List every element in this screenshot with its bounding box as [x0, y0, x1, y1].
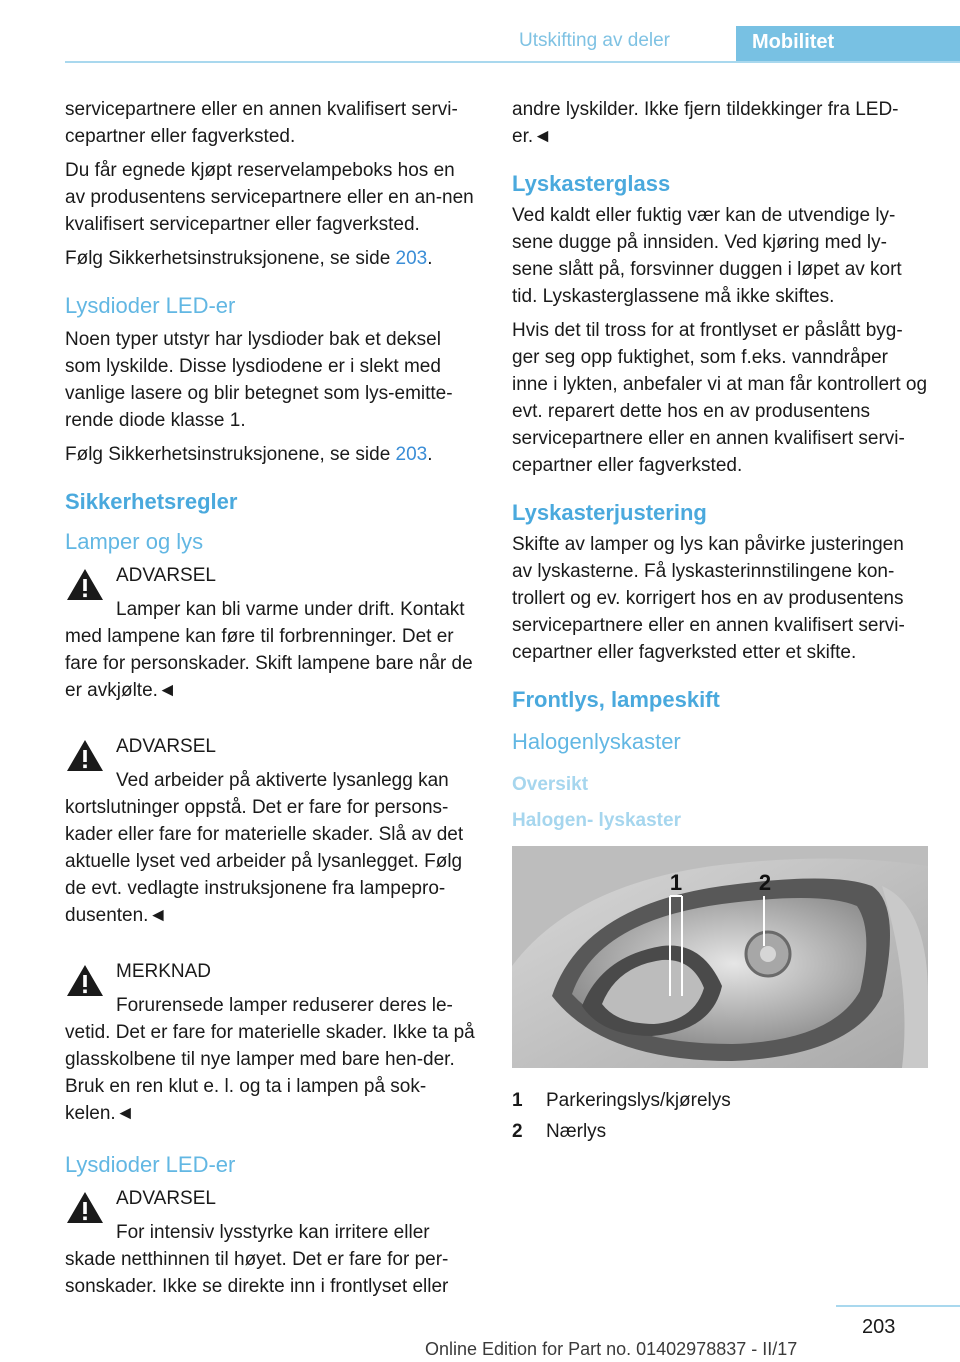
notice-block [65, 958, 479, 1127]
paragraph: Skifte av lamper og lys kan påvirke justeringen av lyskasterne. Få lyskasterinnstilingene kon-trollert og ev. korrigert hos en av produsentens servicepartnere eller en annen kvalifisert servi-cepartner eller fagverksted etter et skifte. [512, 534, 905, 663]
section-heading: Sikkerhetsregler [65, 489, 238, 514]
warning-title: ADVARSEL [116, 736, 216, 757]
paragraph-end: . [427, 444, 433, 465]
right-column [512, 96, 928, 1149]
paragraph-end: . [427, 248, 433, 269]
warning-block [65, 1185, 479, 1300]
warning-title: ADVARSEL [116, 565, 216, 586]
notice-title: MERKNAD [116, 961, 212, 982]
section-heading: Frontlys, lampeskift [512, 687, 720, 712]
header-section-title: Utskifting av deler [519, 30, 671, 51]
legend-number: 2 [512, 1121, 523, 1142]
paragraph [65, 441, 479, 468]
warning-text: Ved arbeider på aktiverte lysanlegg kan kortslutninger oppstå. Det er fare for persons-kader eller fare for materielle skader. Slå av det aktuelle lyset ved arbeider på lysanlegget. Følg de evt. vedlagte instruksjonene fra lampepro-dusenten.◄ [65, 770, 464, 926]
figure-caption: Halogen- lyskaster [512, 810, 681, 831]
paragraph: Ved kaldt eller fuktig vær kan de utvendige ly-sene dugge på innsiden. Ved kjøring med ly-sene slått på, forsvinner duggen i løpet av kort tid. Lyskasterglassene må ikke skiftes. [512, 205, 902, 307]
section-heading: Lyskasterglass [512, 171, 671, 196]
minor-heading: Oversikt [512, 774, 589, 795]
notice-text: Forurensede lamper reduserer deres le-vetid. Det er fare for materielle skader. Ikke ta på glasskolbene til nye lamper med bare hen-der. Bruk en ren klut e. l. og ta i lampen på sok-kelen.◄ [65, 995, 475, 1124]
edition-footer: Online Edition for Part no. 01402978837 - II/17 [425, 1339, 798, 1359]
warning-text: Lamper kan bli varme under drift. Kontakt med lampene kan føre til forbrenninger. Det er fare for personskader. Skift lampene bare når de er avkjølte.◄ [65, 599, 473, 701]
subsection-heading: Lysdioder LED-er [65, 1152, 236, 1177]
warning-block [65, 562, 479, 704]
page-number: 203 [862, 1316, 896, 1338]
footer-divider [836, 1305, 960, 1307]
legend-number: 1 [512, 1090, 523, 1111]
spacer [65, 711, 479, 733]
warning-title: ADVARSEL [116, 1188, 216, 1209]
legend-item [512, 1118, 928, 1145]
header-chapter-tab: Mobilitet [736, 26, 960, 62]
subsection-heading: Lamper og lys [65, 529, 204, 554]
warning-triangle-icon [65, 737, 105, 773]
figure-label-2: 2 [758, 870, 772, 895]
warning-triangle-icon [65, 566, 105, 602]
section-heading: Lyskasterjustering [512, 500, 707, 525]
paragraph: Noen typer utstyr har lysdioder bak et deksel som lyskilde. Disse lysdiodene er i slekt med vanlige lasere og blir betegnet som lys-emitte-rende diode klasse 1. [65, 329, 453, 431]
warning-triangle-icon [65, 962, 105, 998]
warning-triangle-icon [65, 1189, 105, 1225]
paragraph [65, 245, 479, 272]
paragraph: Hvis det til tross for at frontlyset er påslått byg-ger seg opp fuktighet, som f.eks. vanndråper inne i lykten, anbefaler vi at man får kontrollert og evt. reparert dette hos en av produsentens servicepartnere eller en annen kvalifisert servi-cepartner eller fagverksted. [512, 320, 928, 476]
spacer [65, 936, 479, 958]
subsection-heading: Halogenlyskaster [512, 729, 681, 754]
page-header [0, 0, 960, 62]
legend-item [512, 1087, 928, 1114]
paragraph: Du får egnede kjøpt reservelampeboks hos en av produsentens servicepartnere eller en an-nen kvalifisert servicepartner eller fagverksted. [65, 160, 474, 235]
headlight-figure [512, 846, 928, 1068]
paragraph-text: Følg Sikkerhetsinstruksjonene, se side [65, 248, 396, 269]
paragraph: servicepartnere eller en annen kvalifisert servi-cepartner eller fagverksted. [65, 99, 458, 147]
left-column [65, 96, 479, 1307]
paragraph: andre lyskilder. Ikke fjern tildekkinger fra LED-er.◄ [512, 99, 899, 147]
legend-text: Parkeringslys/kjørelys [546, 1090, 731, 1111]
warning-text: For intensiv lysstyrke kan irritere eller skade netthinnen til høyet. Det er fare for per-sonskader. Ikke se direkte inn i frontlyset eller [65, 1222, 449, 1297]
header-divider [65, 61, 960, 63]
figure-label-1: 1 [669, 870, 683, 895]
warning-block [65, 733, 479, 929]
section-heading: Lysdioder LED-er [65, 293, 236, 318]
page-link[interactable]: 203 [395, 248, 428, 269]
paragraph-text: Følg Sikkerhetsinstruksjonene, se side [65, 444, 396, 465]
page-link[interactable]: 203 [395, 444, 428, 465]
legend-text: Nærlys [546, 1121, 607, 1142]
